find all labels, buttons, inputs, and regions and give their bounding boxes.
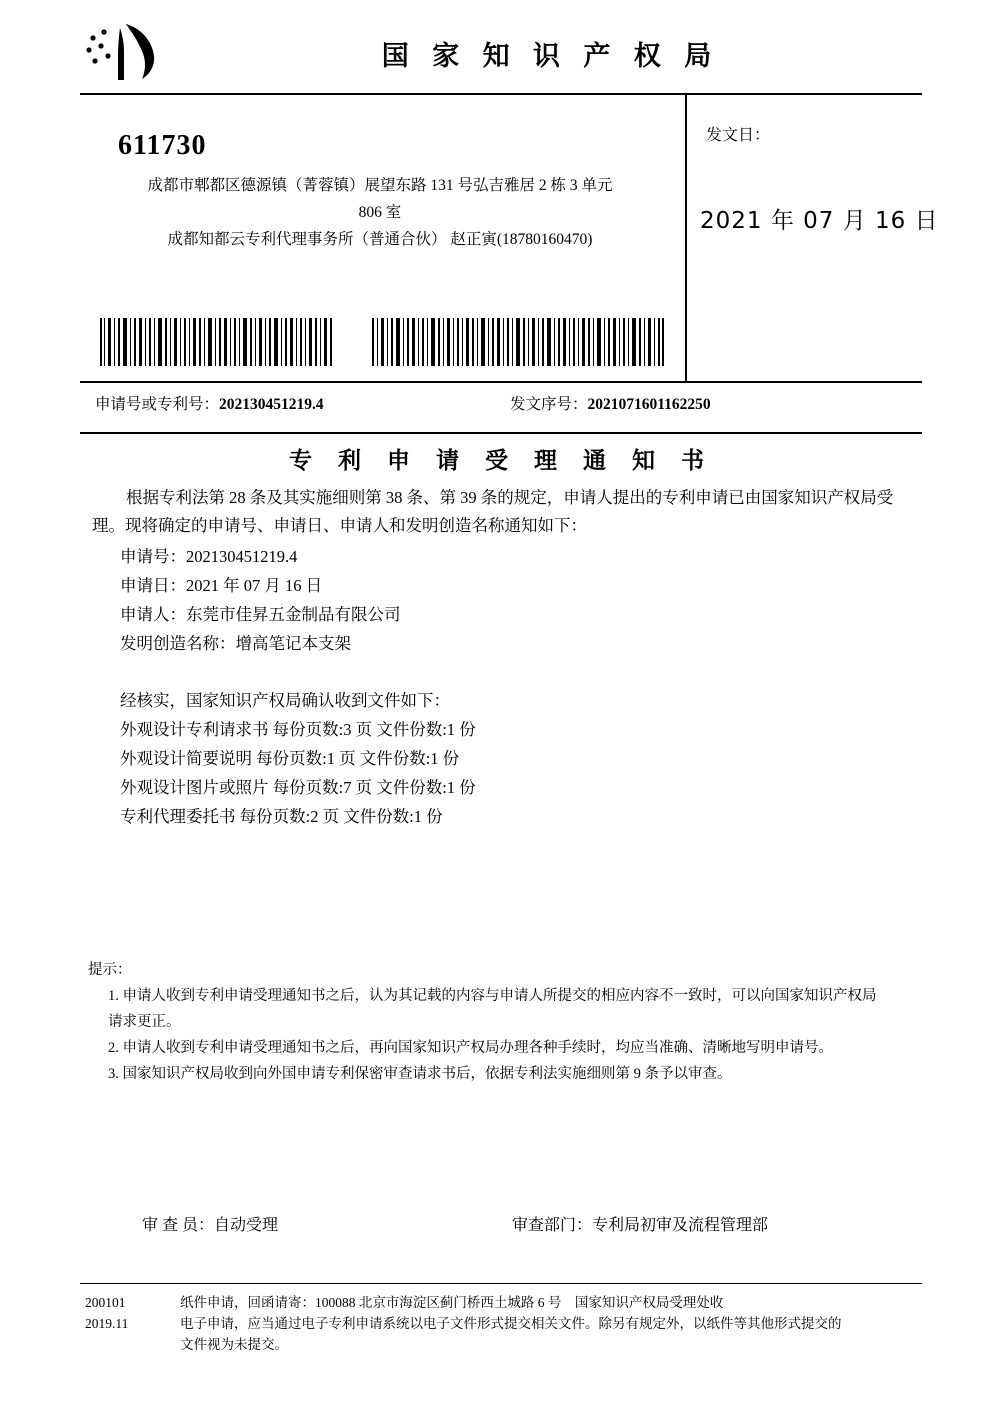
application-number-value: 202130451219.4 (219, 396, 324, 413)
application-number (95, 392, 324, 414)
agent-line: 成都知都云专利代理事务所（普通合伙） 赵正寅(18780160470) (167, 231, 593, 248)
document-number-label: 发文序号： (510, 396, 588, 413)
examiner-value: 自动受理 (214, 1217, 279, 1234)
organization-title: 国 家 知 识 产 权 局 (381, 41, 719, 72)
address-line-1: 成都市郫都区德源镇（菁蓉镇）展望东路 131 号弘吉雅居 2 栋 3 单元 (147, 177, 613, 194)
divider-below-numbers (80, 432, 922, 434)
cnipa-logo-icon (80, 22, 170, 84)
tips-section (80, 957, 940, 1087)
box-vertical-divider (685, 93, 687, 383)
file-item: 外观设计图片或照片 每份页数:7 页 文件份数:1 份 (120, 778, 476, 797)
recipient-address (100, 172, 660, 226)
department-label: 审查部门： (512, 1217, 593, 1234)
serial-number: 611730 (118, 130, 207, 161)
department-field (512, 1212, 768, 1235)
tips-heading: 提示： (88, 962, 132, 978)
document-number-value: 2021071601162250 (587, 396, 711, 413)
footer-codes (85, 1292, 175, 1334)
field-application-date: 申请日：2021 年 07 月 16 日 (120, 576, 323, 595)
barcode-application (100, 318, 332, 366)
issue-date-value: 2021 年 07 月 16 日 (700, 208, 939, 234)
barcode-document (372, 318, 664, 366)
footer-line-3: 文件视为未提交。 (180, 1337, 288, 1352)
footer-line-2: 电子申请，应当通过电子专利申请系统以电子文件形式提交相关文件。除另有规定外，以纸件等其他形式提交的 (180, 1316, 842, 1331)
numbers-row (80, 392, 922, 428)
footer-lines (180, 1292, 940, 1355)
department-value: 专利局初审及流程管理部 (592, 1217, 769, 1234)
file-item: 外观设计专利请求书 每份页数:3 页 文件份数:1 份 (120, 720, 476, 739)
document-number (510, 392, 711, 414)
field-invention-name: 发明创造名称：增高笔记本支架 (120, 634, 351, 653)
field-applicant: 申请人：东莞市佳昇五金制品有限公司 (120, 605, 401, 624)
footer-code-2: 2019.11 (85, 1316, 129, 1331)
files-list (80, 715, 930, 831)
document-body (80, 484, 930, 831)
body-spacer (80, 658, 930, 686)
footer-divider (80, 1283, 922, 1284)
files-heading: 经核实，国家知识产权局确认收到文件如下： (120, 691, 450, 710)
file-item: 专利代理委托书 每份页数:2 页 文件份数:1 份 (120, 807, 443, 826)
footer-code-1: 200101 (85, 1295, 126, 1310)
examiner-label: 审 查 员： (142, 1217, 215, 1234)
examiner-field (142, 1212, 278, 1235)
document-header (80, 18, 922, 92)
address-line-2: 806 室 (358, 204, 402, 221)
page-title: 专 利 申 请 受 理 通 知 书 (288, 447, 714, 474)
field-list (80, 542, 930, 658)
tips-item: 1. 申请人收到专利申请受理通知书之后，认为其记载的内容与申请人所提交的相应内容不一致时，可以向国家知识产权局 (108, 988, 877, 1004)
tips-item: 3. 国家知识产权局收到向外国申请专利保密审查请求书后，依据专利法实施细则第 9 条予以审查。 (108, 1066, 732, 1082)
tips-item: 2. 申请人收到专利申请受理通知书之后，再向国家知识产权局办理各种手续时，均应当准确、清晰地写明申请号。 (108, 1040, 833, 1056)
issue-date-label: 发文日： (706, 127, 771, 144)
application-number-label: 申请号或专利号： (95, 396, 220, 413)
file-item: 外观设计简要说明 每份页数:1 页 文件份数:1 份 (120, 749, 460, 768)
field-application-number: 申请号：202130451219.4 (120, 547, 298, 566)
body-paragraph: 根据专利法第 28 条及其实施细则第 38 条、第 39 条的规定，申请人提出的专利申请已由国家知识产权局受理。现将确定的申请号、申请日、申请人和发明创造名称通知如下： (92, 488, 894, 535)
footer-line-1: 纸件申请，回函请寄：100088 北京市海淀区蓟门桥西土城路 6 号 国家知识产权局受理处收 (180, 1295, 724, 1310)
tips-item-continuation: 请求更正。 (108, 1014, 181, 1030)
